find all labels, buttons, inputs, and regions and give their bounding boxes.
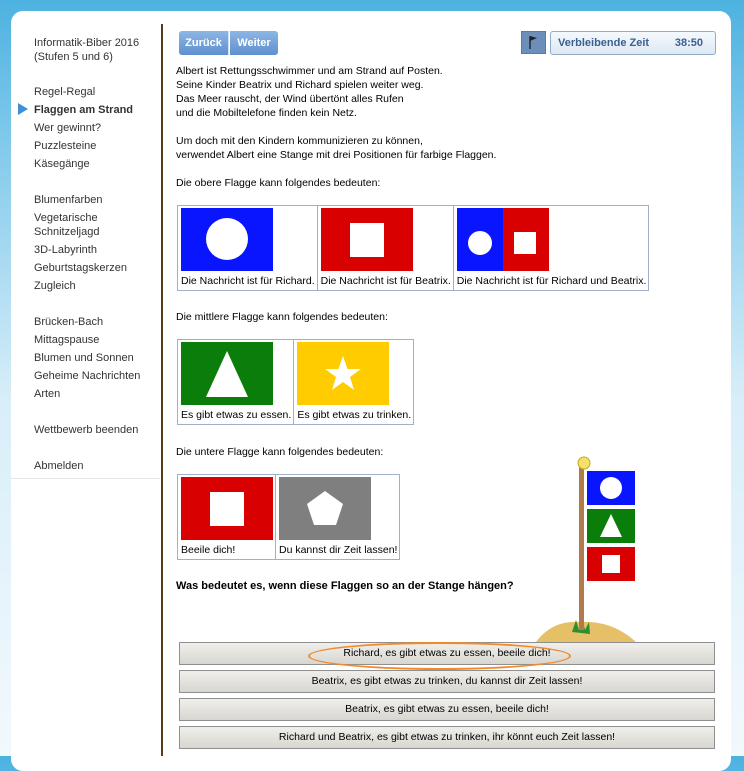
flag-caption: Beeile dich! (181, 544, 236, 556)
logout-link[interactable]: Abmelden (34, 460, 84, 472)
top-flag-table (177, 205, 649, 291)
square-icon (602, 555, 620, 573)
question-text: Was bedeutet es, wenn diese Flaggen so an der Stange hängen? (176, 580, 514, 592)
flag-icon (522, 32, 545, 53)
intro-line: verwendet Albert eine Stange mit drei Positionen für farbige Flaggen. (176, 149, 497, 161)
selected-answer-highlight (308, 642, 571, 670)
sidebar-header (34, 36, 139, 64)
flag-cell (453, 206, 649, 291)
flag-cell (317, 206, 453, 291)
intro-line: Albert ist Rettungsschwimmer und am Strand auf Posten. (176, 65, 443, 77)
answer-option-3[interactable]: Beatrix, es gibt etwas zu essen, beeile dich! (179, 698, 715, 721)
timer-label: Verbleibende Zeit (558, 37, 650, 49)
yellow-star-flag (297, 342, 389, 405)
sidebar-item-bruecken-bach[interactable]: Brücken-Bach (34, 316, 104, 328)
flag-cell (178, 475, 276, 560)
flag-caption: Du kannst dir Zeit lassen! (279, 544, 398, 556)
answer-option-4[interactable]: Richard und Beatrix, es gibt etwas zu trinken, ihr könnt euch Zeit lassen! (179, 726, 715, 749)
intro-paragraph-1 (176, 64, 443, 120)
back-button[interactable]: Zurück (179, 31, 229, 55)
middle-flag-table (177, 339, 414, 425)
intro-line: und die Mobiltelefone finden kein Netz. (176, 107, 357, 119)
gray-pentagon-flag (279, 477, 371, 540)
sidebar-item-3d-labyrinth[interactable]: 3D-Labyrinth (34, 244, 97, 256)
green-triangle-flag (181, 342, 273, 405)
flag-caption: Es gibt etwas zu trinken. (297, 409, 412, 421)
flag-button[interactable] (521, 31, 546, 54)
flag-cell (178, 340, 294, 425)
flag-caption: Die Nachricht ist für Richard und Beatrix. (456, 275, 647, 287)
bottom-flag-label: Die untere Flagge kann folgendes bedeuten: (176, 446, 384, 458)
flag-cell (294, 340, 414, 425)
play-arrow-icon (18, 103, 28, 115)
circle-icon (600, 477, 622, 499)
sidebar-group-2 (34, 191, 134, 295)
circle-icon (206, 218, 248, 260)
triangle-icon (181, 342, 273, 405)
competition-subtitle: (Stufen 5 und 6) (34, 51, 113, 63)
next-button[interactable]: Weiter (230, 31, 278, 55)
red-square-flag (321, 208, 413, 271)
sidebar-group-4 (34, 421, 138, 439)
bottom-flag-table (177, 474, 400, 560)
sidebar-item-kaesegaenge[interactable]: Käsegänge (34, 158, 90, 170)
sidebar-group-5 (34, 457, 84, 475)
intro-paragraph-2 (176, 134, 496, 162)
sidebar-item-label: Flaggen am Strand (34, 104, 134, 116)
sidebar-item-zugleich[interactable]: Zugleich (34, 280, 76, 292)
flag-cell (178, 206, 318, 291)
sidebar-item-vegetarische-schnitzeljagd[interactable]: Vegetarische Schnitzeljagd (34, 212, 100, 238)
vertical-divider (161, 24, 163, 756)
sidebar-item-mittagspause[interactable]: Mittagspause (34, 334, 100, 346)
sidebar-item-geheime-nachrichten[interactable]: Geheime Nachrichten (34, 370, 141, 382)
pentagon-icon (279, 477, 371, 540)
square-icon (350, 223, 384, 257)
star-icon (297, 342, 389, 405)
sidebar-item-geburtstagskerzen[interactable]: Geburtstagskerzen (34, 262, 127, 274)
square-icon (210, 492, 244, 526)
flag-caption: Die Nachricht ist für Beatrix. (320, 275, 451, 287)
intro-line: Um doch mit den Kindern kommunizieren zu können, (176, 135, 423, 147)
sidebar-item-puzzlesteine[interactable]: Puzzlesteine (34, 140, 97, 152)
flag-cell (276, 475, 400, 560)
top-flag-label: Die obere Flagge kann folgendes bedeuten: (176, 177, 381, 189)
flagpole-illustration (532, 452, 638, 644)
blue-circle-flag (181, 208, 273, 271)
sidebar-item-arten[interactable]: Arten (34, 388, 61, 400)
sidebar-item-blumen-und-sonnen[interactable]: Blumen und Sonnen (34, 352, 134, 364)
sidebar-item-regel-regal[interactable]: Regel-Regal (34, 86, 96, 98)
sidebar-group-1 (34, 83, 133, 173)
sidebar-item-wer-gewinnt[interactable]: Wer gewinnt? (34, 122, 102, 134)
answer-option-1[interactable]: Richard, es gibt etwas zu essen, beeile dich! (179, 642, 715, 665)
sidebar-group-3 (34, 313, 140, 403)
square-icon (514, 232, 536, 254)
answer-option-2[interactable]: Beatrix, es gibt etwas zu trinken, du kannst dir Zeit lassen! (179, 670, 715, 693)
remaining-time-box (550, 31, 716, 55)
sidebar-item-blumenfarben[interactable]: Blumenfarben (34, 194, 103, 206)
competition-title: Informatik-Biber 2016 (34, 37, 140, 49)
middle-flag-label: Die mittlere Flagge kann folgendes bedeuten: (176, 311, 388, 323)
timer-value: 38:50 (674, 37, 703, 49)
pole (579, 464, 584, 630)
intro-line: Seine Kinder Beatrix und Richard spielen weiter weg. (176, 79, 424, 91)
flag-caption: Es gibt etwas zu essen. (181, 409, 292, 421)
circle-icon (468, 231, 492, 255)
flag-caption: Die Nachricht ist für Richard. (181, 275, 315, 287)
sidebar-item-flaggen-am-strand[interactable] (34, 101, 133, 119)
red-square-flag (181, 477, 273, 540)
intro-line: Das Meer rauscht, der Wind übertönt alles Rufen (176, 93, 404, 105)
split-blue-red-flag (457, 208, 549, 271)
end-competition-link[interactable]: Wettbewerb beenden (34, 424, 139, 436)
pole-knob (578, 457, 590, 469)
